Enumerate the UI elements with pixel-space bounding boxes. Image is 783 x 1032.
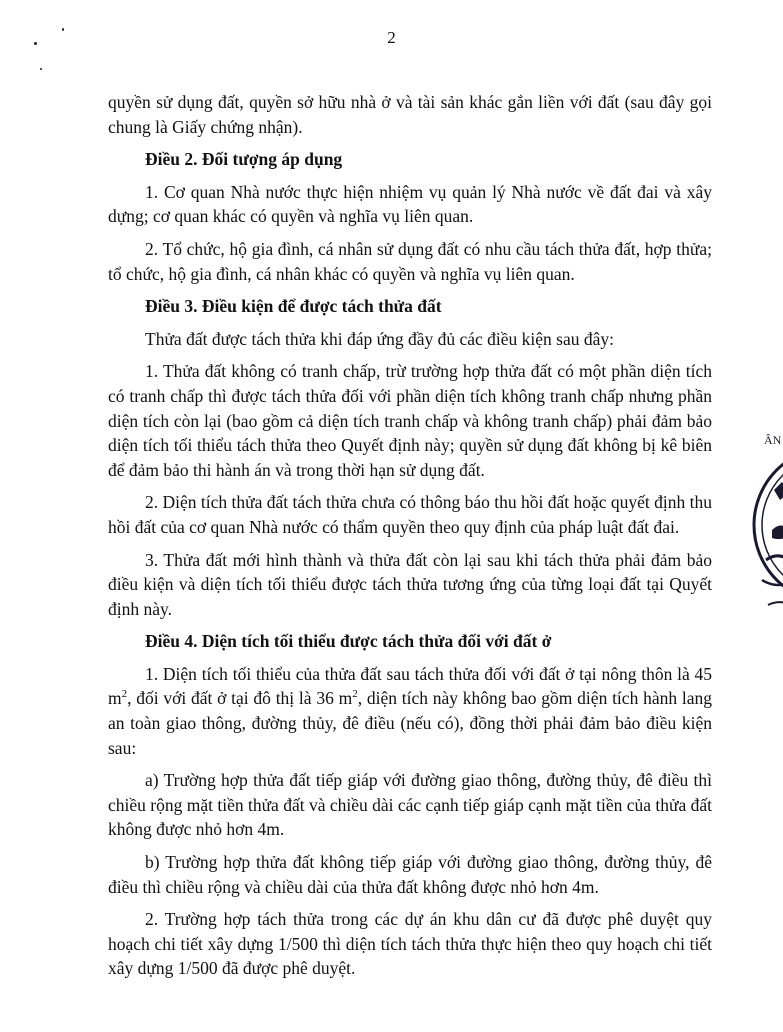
article-3-item-3: 3. Thửa đất mới hình thành và thửa đất còn lại sau khi tách thửa phải đảm bảo điều kiện và diện tích tối thiểu được tách thửa tương ứng của từng loại đất tại Quyết định này. bbox=[108, 549, 712, 619]
page-number: 2 bbox=[387, 28, 396, 47]
document-body bbox=[108, 90, 712, 981]
article-4-item-1 bbox=[108, 662, 712, 760]
article-4-item-1b: b) Trường hợp thửa đất không tiếp giáp với đường giao thông, đường thủy, đê điều thì chiều rộng và chiều dài của thửa đất không được nhỏ hơn 4m. bbox=[108, 852, 712, 897]
superscript: 2 bbox=[121, 688, 128, 701]
article-2-item-2: 2. Tổ chức, hộ gia đình, cá nhân sử dụng đất có nhu cầu tách thửa đất, hợp thửa; tổ chức, hộ gia đình, cá nhân khác có quyền và nghĩa vụ liên quan. bbox=[108, 238, 712, 284]
article-3-intro: Thửa đất được tách thửa khi đáp ứng đầy đủ các điều kiện sau đây: bbox=[145, 328, 614, 349]
paragraph-continuation: quyền sử dụng đất, quyền sở hữu nhà ở và tài sản khác gắn liền với đất (sau đây gọi chung là Giấy chứng nhận). bbox=[108, 92, 712, 137]
article-4-item-1-part2: , đối với đất ở tại đô thị là 36 m bbox=[127, 688, 353, 709]
article-2-heading: Điều 2. Đối tượng áp dụng bbox=[145, 149, 343, 170]
article-3-item-1: 1. Thửa đất không có tranh chấp, trừ trường hợp thửa đất có một phần diện tích có tranh chấp thì được tách thửa đối với phần diện tích không tranh chấp nhưng phần diện tích còn lại (bao gồm cả diện tích tranh chấp và không tranh chấp) phải đảm bảo diện tích tối thiểu tách thửa theo Quyết định này; quyền sử dụng đất không bị kê biên để đảm bảo thi hành án và trong thời hạn sử dụng đất. bbox=[108, 361, 712, 480]
article-4-item-1-part1: 1. Diện tích tối thiểu của thửa đất sau tách thửa đối với đất ở tại nông thôn là 45 m bbox=[108, 663, 712, 709]
article-3-item-2: 2. Diện tích thửa đất tách thửa chưa có thông báo thu hồi đất hoặc quyết định thu hồi đất của cơ quan Nhà nước có thẩm quyền theo quy định của pháp luật đất đai. bbox=[108, 492, 712, 537]
superscript: 2 bbox=[352, 688, 358, 701]
article-4-heading: Điều 4. Diện tích tối thiểu được tách thửa đối với đất ở bbox=[145, 631, 552, 652]
official-seal-stamp bbox=[752, 430, 783, 630]
article-3-heading: Điều 3. Điều kiện để được tách thửa đất bbox=[145, 296, 442, 317]
article-4-item-1-part3: , diện tích này không bao gồm diện tích hành lang an toàn giao thông, đường thủy, đê điều (nếu có), đồng thời phải đảm bảo điều kiện sau: bbox=[108, 688, 712, 758]
article-4-item-2: 2. Trường hợp tách thửa trong các dự án khu dân cư đã được phê duyệt quy hoạch chi tiết xây dựng 1/500 thì diện tích tách thửa thực hiện theo quy hoạch chi tiết xây dựng 1/500 đã được phê duyệt. bbox=[108, 909, 712, 979]
article-4-item-1a: a) Trường hợp thửa đất tiếp giáp với đường giao thông, đường thủy, đê điều thì chiều rộng mặt tiền thửa đất và chiều dài các cạnh tiếp giáp cạnh mặt tiền của thửa đất không được nhỏ hơn 4m. bbox=[108, 770, 712, 840]
scan-speck bbox=[40, 68, 42, 70]
article-2-item-1: 1. Cơ quan Nhà nước thực hiện nhiệm vụ quản lý Nhà nước về đất đai và xây dựng; cơ quan khác có quyền và nghĩa vụ liên quan. bbox=[108, 181, 712, 227]
stamp-text: ÂN bbox=[764, 433, 782, 447]
